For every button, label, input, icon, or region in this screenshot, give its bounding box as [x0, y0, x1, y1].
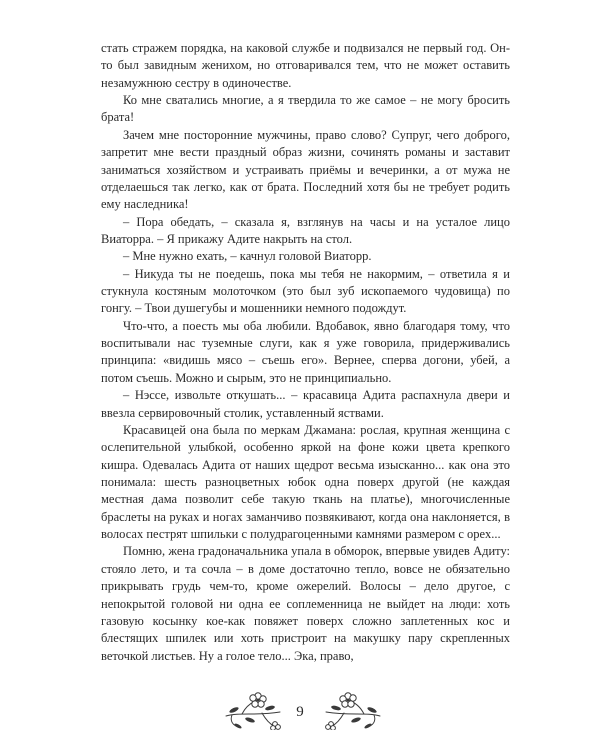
paragraph: Красавицей она была по меркам Джамана: рослая, крупная женщина с ослепительной улыбкой, особенно яркой на фоне кожи цвета крепкого кишра. Одевалась Адита от наших щедрот весьма изысканно... как она это понимала: шесть разноцветных юбок одна поверх другой (не каждая местная дама позволит себе такую ткань на платье), многочисленные браслеты на руках и ногах заманчиво позвякивают, когда она наклоняется, в волосах пестрят шпильки с полудрагоценными камнями размером с орех...	[101, 422, 510, 542]
page-footer	[0, 686, 600, 736]
paragraph: Что-что, а поесть мы оба любили. Вдобавок, явно благодаря тому, что воспитывали нас туземные слуги, как я уже говорила, придерживались принципа: «видишь мясо – съешь его». Вернее, сперва догони, убей, а потом съешь. Можно и сырым, это не принципиально.	[101, 318, 510, 385]
paragraph: – Нэссе, извольте откушать... – красавица Адита распахнула двери и ввезла сервировочный столик, уставленный яствами.	[101, 388, 510, 420]
paragraph: – Пора обедать, – сказала я, взглянув на часы и на усталое лицо Виаторра. – Я прикажу Адите накрыть на стол.	[101, 214, 510, 246]
paragraph: стать стражем порядка, на каковой службе и подвизался не первый год. Он-то был завидным женихом, но отговаривался тем, что не может оставить незамужнюю сестру в одиночестве.	[101, 41, 510, 90]
paragraph: Ко мне сватались многие, а я твердила то же самое – не могу бросить брата!	[101, 93, 510, 125]
paragraph: Помню, жена градоначальника упала в обморок, впервые увидев Адиту: стояло лето, и та сочла – в доме достаточно тепло, вовсе не обязательно прикрывать грудь чем-то, кроме ожерелий. Волосы – дело другое, с непокрытой головой ни одна ее соплеменница не выйдет на люди: хоть газовую косынку кое-как повяжет поверх сложно заплетенных кос и блестящих шпилек или хоть пристроит на макушку пару скрепленных веточкой листьев. Ну а голое тело... Эка, право,	[101, 544, 510, 663]
blossom-branch-icon	[322, 686, 384, 730]
paragraph: Зачем мне посторонние мужчины, право слово? Супруг, чего доброго, запретит мне вести праздный образ жизни, сочинять романы и заставит заниматься хозяйством и устраивать приёмы и вечеринки, а от мужа не отделаешься так легко, как от брата. Последний хотя бы не требует родить ему наследника!	[101, 127, 510, 212]
paragraph: – Мне нужно ехать, – качнул головой Виаторр.	[123, 249, 372, 264]
page-number: 9	[296, 704, 304, 720]
paragraph: – Никуда ты не поедешь, пока мы тебя не накормим, – ответила я и стукнула костяным молоточком (это был зуб ископаемого чудовища) по гонгу. – Твои душегубы и мошенники немного подождут.	[101, 266, 510, 316]
body-text	[101, 40, 510, 665]
